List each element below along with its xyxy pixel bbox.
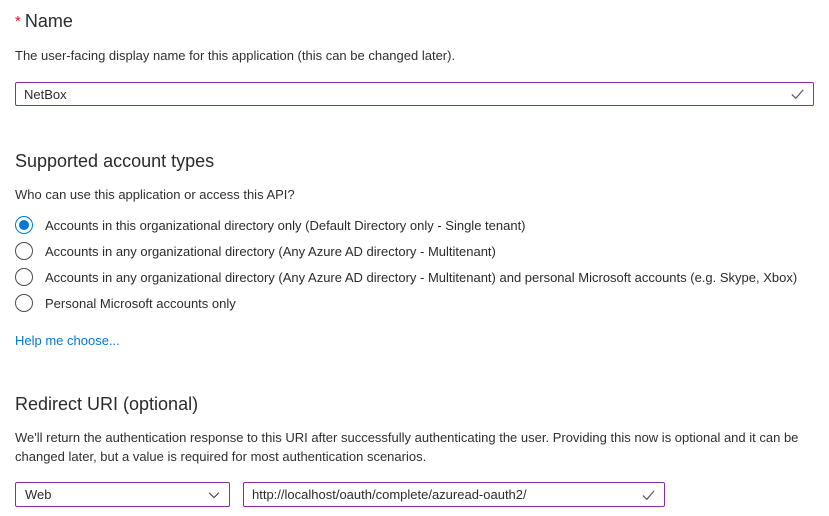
name-section (15, 10, 814, 106)
name-description: The user-facing display name for this application (this can be changed later). (15, 48, 456, 63)
redirect-uri-input[interactable] (243, 482, 665, 507)
redirect-uri-title: Redirect URI (optional) (15, 394, 199, 414)
name-section-title (15, 10, 814, 33)
account-types-question: Who can use this application or access this API? (15, 187, 295, 202)
name-title-text: Name (24, 11, 73, 31)
help-me-choose-link[interactable]: Help me choose... (15, 333, 120, 348)
radio-button-icon[interactable] (15, 268, 33, 286)
redirect-uri-section (15, 393, 814, 507)
radio-option-label: Accounts in this organizational directory only (Default Directory only - Single tenant) (45, 217, 526, 233)
radio-option-label: Accounts in any organizational directory (Any Azure AD directory - Multitenant) (45, 243, 496, 259)
radio-option-label: Accounts in any organizational directory (Any Azure AD directory - Multitenant) and personal Microsoft accounts (e.g. Skype, Xbox) (45, 269, 798, 285)
radio-button-icon[interactable] (15, 294, 33, 312)
account-types-title: Supported account types (15, 151, 215, 171)
account-type-radio-group (15, 212, 814, 316)
redirect-uri-controls (15, 482, 814, 507)
radio-option-single-tenant[interactable] (15, 212, 814, 238)
radio-button-icon[interactable] (15, 242, 33, 260)
platform-select-value: Web (25, 487, 52, 502)
required-asterisk: * (15, 13, 21, 30)
redirect-uri-input-wrap (243, 482, 665, 507)
radio-button-icon[interactable] (15, 216, 33, 234)
supported-account-types-section (15, 150, 814, 350)
redirect-uri-description: We'll return the authentication response to this URI after successfully authenticating the user. Providing this now is optional and it can be changed later, but a value is required for most authentication scenarios. (15, 430, 799, 464)
radio-option-multitenant[interactable] (15, 238, 814, 264)
chevron-down-icon (207, 488, 221, 502)
platform-select[interactable] (15, 482, 230, 507)
name-input-wrap (15, 82, 814, 106)
radio-option-multitenant-personal[interactable] (15, 264, 814, 290)
radio-option-label: Personal Microsoft accounts only (45, 295, 236, 311)
radio-option-personal-only[interactable] (15, 290, 814, 316)
name-input[interactable] (15, 82, 814, 106)
